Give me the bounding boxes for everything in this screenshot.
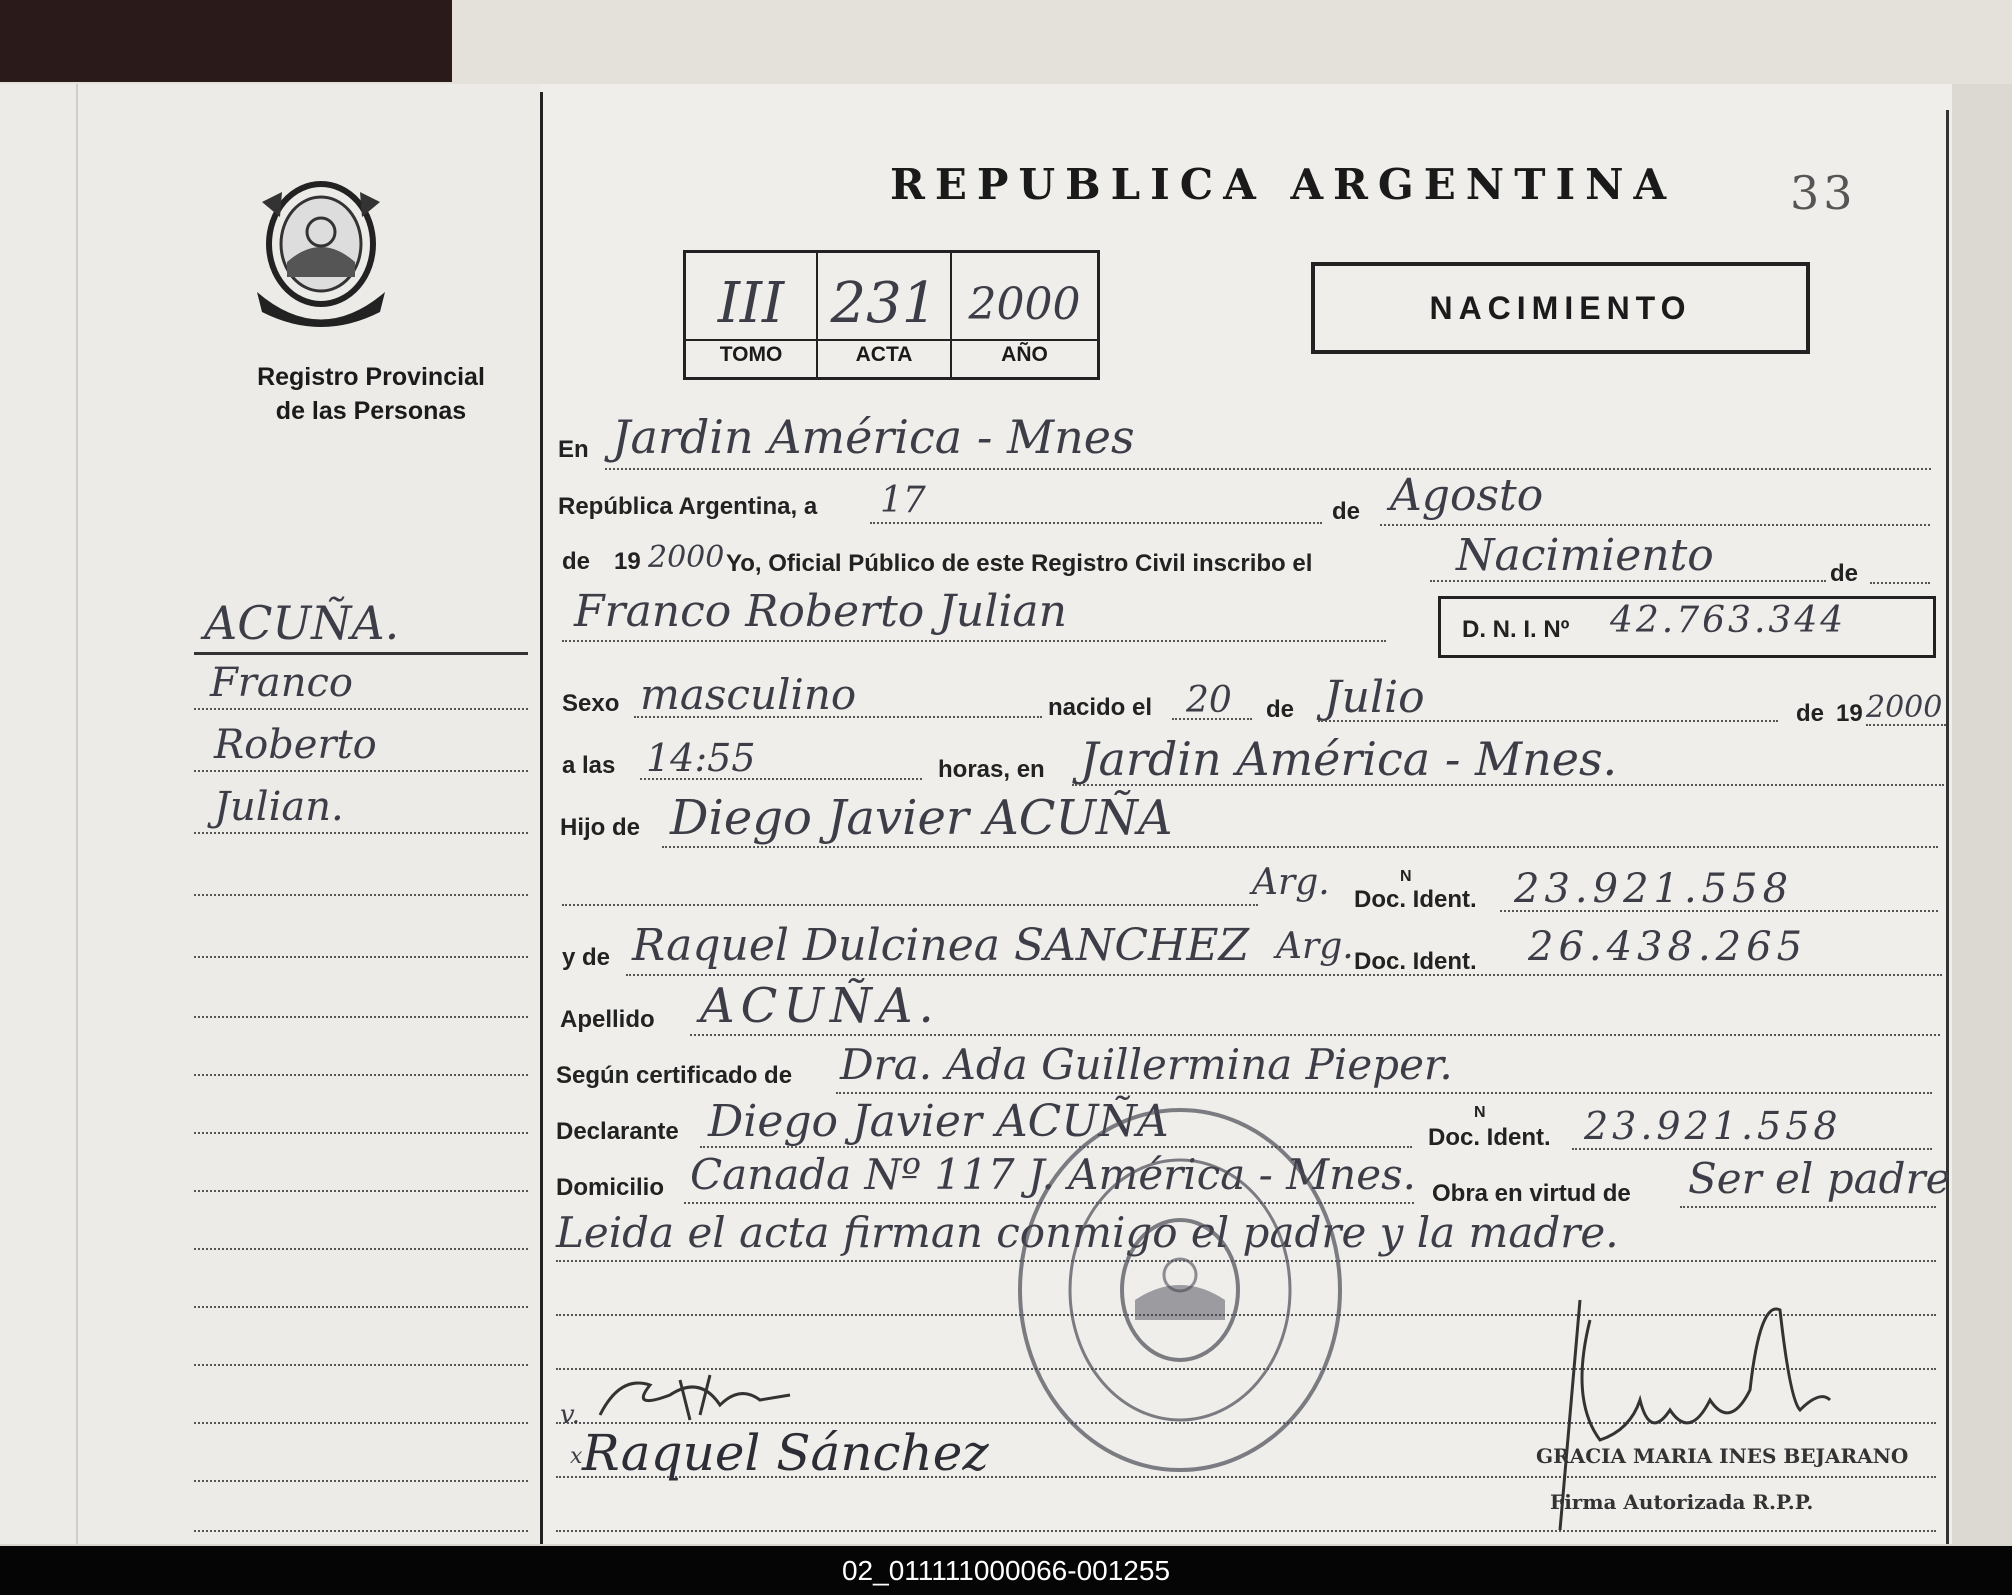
father-mark: v. <box>560 1400 580 1430</box>
margin-line <box>194 1422 528 1424</box>
record-type-box: NACIMIENTO <box>1311 262 1810 354</box>
binding-edge <box>76 84 78 1544</box>
obra-line <box>1680 1206 1936 1208</box>
time-line <box>640 778 922 780</box>
ano-cell <box>952 253 1097 377</box>
official-stamp-icon <box>1010 1100 1350 1480</box>
nacido-label: nacido el <box>1048 694 1153 721</box>
person-name-line <box>562 640 1386 642</box>
page-number: 33 <box>1790 166 1857 220</box>
margin-line <box>194 956 528 958</box>
republica-label: República Argentina, a <box>558 493 818 520</box>
mother-line <box>626 974 1942 976</box>
margin-line <box>194 708 528 710</box>
mother-doc: 26.438.265 <box>1528 924 1808 970</box>
inscribo-value: Nacimiento <box>1456 530 1714 581</box>
en-value: Jardin América - Mnes <box>612 410 1135 464</box>
de-label-1: de <box>1332 498 1361 525</box>
de-label-4: de <box>1796 700 1825 727</box>
acta-label: ACTA <box>855 343 913 366</box>
domicilio-label: Domicilio <box>556 1174 665 1201</box>
birth-year-printed: 19 <box>1836 700 1863 727</box>
margin-divider <box>540 92 543 1544</box>
registrar-name: GRACIA MARIA INES BEJARANO <box>1536 1444 1909 1468</box>
apellido-line <box>690 1034 1940 1036</box>
father-doc-line <box>1500 910 1938 912</box>
tomo-cell <box>686 253 818 377</box>
birth-year-line <box>1866 724 1946 726</box>
acta-value: 231 <box>830 271 938 336</box>
father-signature-icon <box>560 1355 820 1435</box>
doc-n-mark-2: N <box>1474 1104 1486 1121</box>
year-printed: 19 <box>614 548 641 575</box>
time-value: 14:55 <box>646 736 756 780</box>
father-blank-line <box>562 904 1258 906</box>
birth-month: Julio <box>1324 672 1425 723</box>
de-year-label: de <box>562 548 591 575</box>
person-name: Franco Roberto Julian <box>574 586 1067 637</box>
image-caption: 02_011111000066-001255 <box>841 1555 1171 1586</box>
ano-value: 2000 <box>968 279 1081 330</box>
declarante-label: Declarante <box>556 1118 679 1145</box>
birth-place: Jardin América - Mnes. <box>1080 732 1618 786</box>
margin-line <box>194 1306 528 1308</box>
declarante-value: Diego Javier ACUÑA <box>708 1096 1169 1147</box>
margin-underline <box>194 652 528 655</box>
record-number-box <box>683 250 1100 380</box>
registry-line-1: Registro Provincial <box>257 363 485 391</box>
birth-year: 2000 <box>1866 690 1943 725</box>
alas-label: a las <box>562 752 616 779</box>
margin-line <box>194 1364 528 1366</box>
doc-n-mark: N <box>1400 868 1412 885</box>
mother-name: Raquel Dulcinea SANCHEZ <box>632 920 1250 971</box>
hijo-label: Hijo de <box>560 814 641 841</box>
de-label-2: de <box>1830 560 1859 587</box>
father-name-line <box>662 846 1938 848</box>
background-dark-corner <box>0 0 452 82</box>
certificado-line <box>836 1092 1932 1094</box>
right-border-line <box>1946 110 1949 1544</box>
registrar-title: Firma Autorizada R.P.P. <box>1550 1490 1814 1514</box>
margin-line <box>194 1190 528 1192</box>
birth-place-line <box>1072 784 1944 786</box>
margin-given-name-1: Franco <box>210 660 353 706</box>
birth-day: 20 <box>1186 680 1232 721</box>
acta-cell <box>818 253 952 377</box>
certificado-value: Dra. Ada Guillermina Pieper. <box>840 1040 1453 1089</box>
margin-line <box>194 894 528 896</box>
margin-surname: ACUÑA. <box>204 596 400 650</box>
margin-line <box>194 1480 528 1482</box>
document-title: REPUBLICA ARGENTINA <box>890 160 1677 209</box>
certificado-label: Según certificado de <box>556 1062 793 1089</box>
margin-line <box>194 1132 528 1134</box>
margin-given-name-2: Roberto <box>214 722 377 768</box>
margin-line <box>194 770 528 772</box>
registry-name <box>206 360 536 428</box>
de-label-3: de <box>1266 696 1295 723</box>
dni-label: D. N. I. Nº <box>1462 616 1570 643</box>
father-doc: 23.921.558 <box>1514 866 1794 912</box>
declarante-doc-line <box>1572 1148 1932 1150</box>
en-label: En <box>558 436 589 463</box>
birth-month-line <box>1318 720 1778 722</box>
margin-line <box>194 1248 528 1250</box>
obra-value: Ser el padre <box>1688 1154 1951 1203</box>
sexo-label: Sexo <box>562 690 620 717</box>
tomo-value: III <box>717 271 785 336</box>
tomo-label: TOMO <box>719 343 783 366</box>
mother-signature: Raquel Sánchez <box>582 1424 989 1482</box>
en-line <box>605 468 1931 470</box>
yde-label: y de <box>562 944 611 971</box>
registry-line-2: de las Personas <box>275 397 467 425</box>
birth-day-line <box>1172 718 1252 720</box>
father-doc-label: Doc. Ident. <box>1354 886 1477 913</box>
day-value: 17 <box>880 480 926 521</box>
apellido-value: ACUÑA. <box>700 978 940 1034</box>
month-line <box>1380 524 1930 526</box>
obra-label: Obra en virtud de <box>1432 1180 1631 1207</box>
inscribo-line <box>1430 580 1826 582</box>
de2-line <box>1870 582 1930 584</box>
margin-given-name-3: Julian. <box>214 784 344 830</box>
dni-value: 42.763.344 <box>1610 600 1847 641</box>
day-line <box>870 522 1322 524</box>
mother-mark: x <box>570 1444 583 1469</box>
apellido-label: Apellido <box>560 1006 655 1033</box>
mother-nationality: Arg. <box>1276 926 1354 967</box>
domicilio-value: Canada Nº 117 J. América - Mnes. <box>690 1150 1416 1199</box>
declarante-doc: 23.921.558 <box>1584 1104 1842 1148</box>
right-page-edge <box>1952 84 2012 1544</box>
year-value: 2000 <box>648 540 725 575</box>
sexo-line <box>634 716 1042 718</box>
yo-text: Yo, Oficial Público de este Registro Civil inscribo el <box>726 550 1313 577</box>
ano-label: AÑO <box>1001 343 1048 366</box>
declarante-doc-label: Doc. Ident. <box>1428 1124 1551 1151</box>
margin-line <box>194 1074 528 1076</box>
margin-line <box>194 832 528 834</box>
margin-line <box>194 1530 528 1532</box>
horas-label: horas, en <box>938 756 1045 783</box>
provincia-misiones-seal-icon <box>252 172 390 330</box>
leida-statement: Leida el acta firman conmigo el padre y la madre. <box>556 1208 1619 1257</box>
month-value: Agosto <box>1390 470 1544 521</box>
sexo-value: masculino <box>640 670 857 719</box>
mother-doc-label: Doc. Ident. <box>1354 948 1477 975</box>
margin-line <box>194 1016 528 1018</box>
father-nationality: Arg. <box>1252 862 1330 903</box>
father-name: Diego Javier ACUÑA <box>670 790 1173 846</box>
